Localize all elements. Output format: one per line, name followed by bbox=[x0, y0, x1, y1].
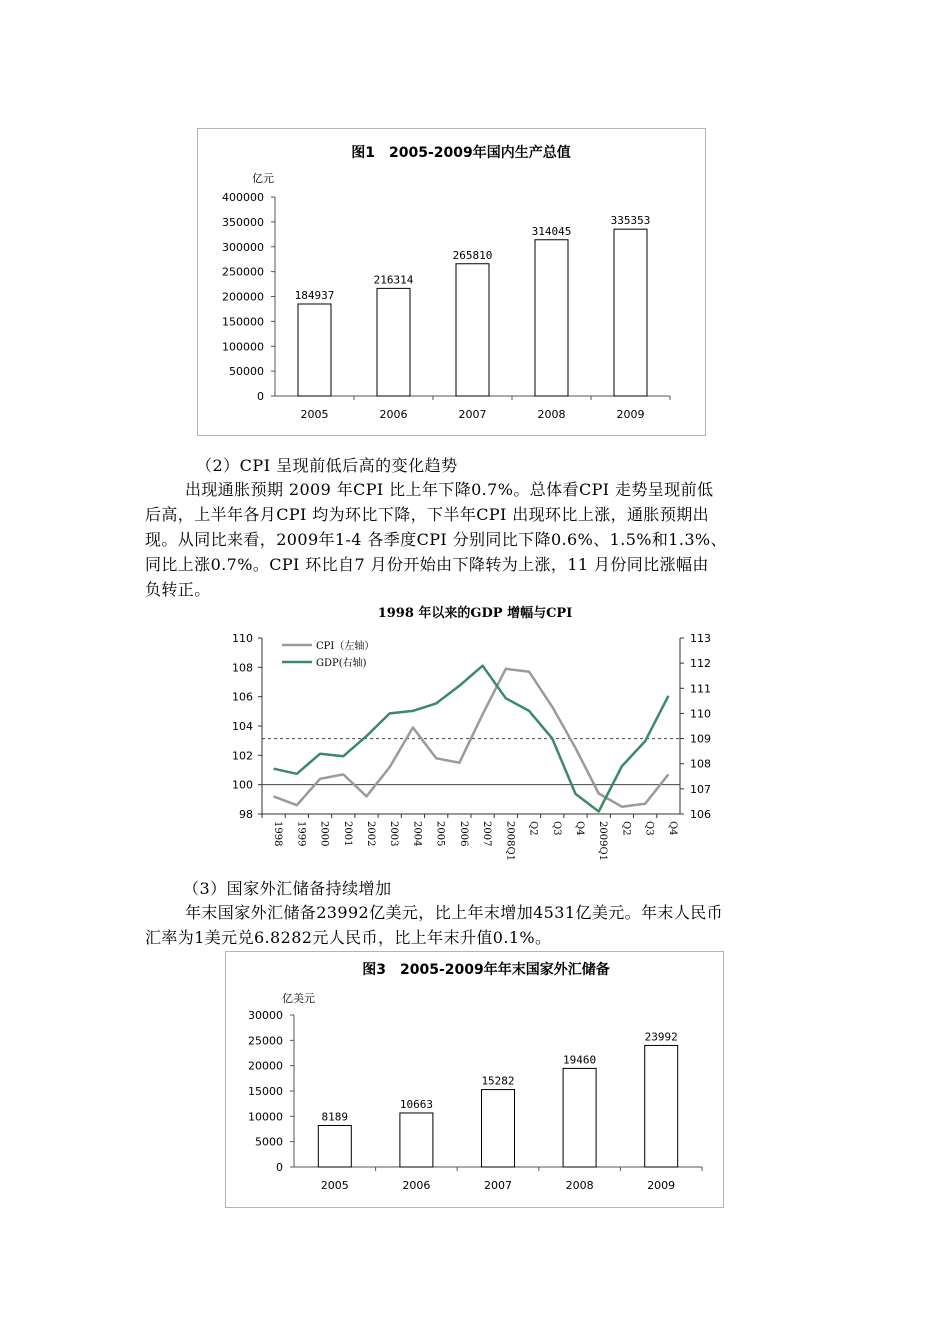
figure2-ytick-left-label: 100 bbox=[232, 778, 253, 792]
figure3-xtick-label: 2009 bbox=[647, 1179, 676, 1192]
figure2-xtick-label: 1998 bbox=[272, 821, 284, 847]
figure1-bar bbox=[298, 304, 331, 396]
figure2-xtick-label: 2001 bbox=[341, 821, 353, 847]
figure3-xtick-label: 2007 bbox=[484, 1179, 512, 1192]
figure3-ytick-label: 5000 bbox=[255, 1135, 283, 1149]
figure2-xtick-label: Q2 bbox=[527, 821, 539, 836]
figure2-ytick-left-label: 104 bbox=[232, 720, 253, 733]
figure1-ytick-label: 300000 bbox=[222, 240, 264, 254]
figure2-ytick-right-label: 107 bbox=[690, 782, 711, 796]
figure2-xtick-label: Q3 bbox=[550, 821, 562, 836]
figure1-bar bbox=[614, 229, 647, 396]
figure2-ytick-right-label: 109 bbox=[690, 732, 711, 746]
figure1-bar bbox=[377, 288, 410, 396]
section2-line-2: 现。从同比来看，2009年1-4 各季度CPI 分别同比下降0.6%、1.5%和1.3%、 bbox=[145, 530, 727, 549]
figure3-bar bbox=[318, 1126, 351, 1167]
figure3-ytick-label: 15000 bbox=[248, 1085, 283, 1098]
figure3-xtick-label: 2006 bbox=[402, 1179, 431, 1192]
figure2-legend-label: CPI（左轴） bbox=[316, 641, 375, 652]
figure2-ytick-right-label: 108 bbox=[690, 757, 711, 771]
figure2-title: 1998 年以来的GDP 增幅与CPI bbox=[377, 606, 573, 621]
figure2-series-cpi-line bbox=[274, 669, 669, 807]
figure2-ytick-right-label: 113 bbox=[690, 632, 711, 645]
section3-line-1: 汇率为1美元兑6.8282元人民币，比上年末升值0.1%。 bbox=[145, 928, 552, 947]
section2-line-4: 负转正。 bbox=[145, 580, 211, 599]
figure1-ytick-label: 350000 bbox=[222, 215, 264, 229]
figure1-data-label: 335353 bbox=[610, 214, 651, 228]
figure1-ytick-label: 50000 bbox=[229, 365, 264, 379]
figure3-data-label: 8189 bbox=[321, 1110, 349, 1124]
figure2-ytick-right-label: 106 bbox=[690, 808, 711, 821]
figure1-ytick-label: 250000 bbox=[222, 265, 264, 279]
figure3-xtick-label: 2008 bbox=[565, 1179, 594, 1192]
figure2-xtick-label: 2005 bbox=[434, 821, 446, 847]
figure3-bar bbox=[645, 1045, 678, 1167]
figure1-ytick-label: 100000 bbox=[222, 340, 264, 354]
figure2-ytick-right-label: 110 bbox=[690, 707, 711, 721]
figure2-xtick-label: 2009Q1 bbox=[597, 821, 609, 862]
figure3-xtick-label: 2005 bbox=[320, 1179, 349, 1192]
figure1-title: 图1 2005-2009年国内生产总值 bbox=[351, 145, 571, 161]
figure3-bar bbox=[482, 1090, 515, 1167]
section2-line-1: 后高，上半年各月CPI 均为环比下降，下半年CPI 出现环比上涨，通胀预期出 bbox=[145, 505, 710, 524]
figure3-ytick-label: 0 bbox=[276, 1161, 283, 1174]
figure2-xtick-label: 2000 bbox=[318, 821, 330, 847]
figure1-xtick-label: 2008 bbox=[537, 408, 566, 421]
section2-line-3: 同比上涨0.7%。CPI 环比自7 月份开始由下降转为上涨，11 月份同比涨幅由 bbox=[145, 555, 709, 574]
figure2-ytick-left-label: 110 bbox=[232, 632, 253, 645]
figure2-ytick-right-label: 111 bbox=[690, 682, 711, 696]
figure1-data-label: 184937 bbox=[294, 288, 335, 302]
figure2-ytick-left-label: 98 bbox=[239, 808, 253, 821]
figure3-ytick-label: 30000 bbox=[248, 1009, 283, 1022]
figure3-bar bbox=[400, 1113, 433, 1167]
section2-heading: （2）CPI 呈现前低后高的变化趋势 bbox=[196, 456, 458, 475]
section2-line-0: 出现通胀预期 2009 年CPI 比上年下降0.7%。总体看CPI 走势呈现前低 bbox=[185, 480, 714, 499]
section3-line-0: 年末国家外汇储备23992亿美元，比上年末增加4531亿美元。年末人民币 bbox=[185, 903, 724, 922]
figure3-data-label: 15282 bbox=[481, 1074, 515, 1088]
figure2-xtick-label: Q4 bbox=[574, 821, 585, 836]
figure3-unit-label: 亿美元 bbox=[282, 992, 315, 1005]
figure1-data-label: 216314 bbox=[373, 273, 414, 287]
figure2-legend-label: GDP(右轴) bbox=[316, 658, 367, 669]
figure2-xtick-label: Q4 bbox=[666, 821, 678, 836]
figure1-data-label: 265810 bbox=[452, 248, 493, 262]
figure1-xtick-label: 2005 bbox=[300, 408, 329, 421]
figure1-bar bbox=[535, 240, 568, 396]
figure2-xtick-label: Q2 bbox=[620, 821, 632, 836]
figure3-ytick-label: 20000 bbox=[248, 1059, 283, 1073]
figure1-xtick-label: 2007 bbox=[458, 408, 487, 421]
figure2-xtick-label: Q3 bbox=[643, 821, 655, 836]
figure1-xtick-label: 2006 bbox=[379, 408, 408, 421]
figure1-ytick-label: 400000 bbox=[222, 191, 264, 204]
figure2-xtick-label: 2007 bbox=[481, 821, 493, 847]
figure1-box bbox=[197, 128, 706, 436]
figure2-xtick-label: 2006 bbox=[457, 821, 469, 847]
figure3-ytick-label: 10000 bbox=[248, 1110, 283, 1124]
figure1-ytick-label: 150000 bbox=[222, 315, 264, 329]
figure3-box bbox=[225, 951, 724, 1208]
figure2-xtick-label: 2002 bbox=[365, 821, 376, 847]
figure2-ytick-right-label: 112 bbox=[690, 657, 711, 671]
figure1-ytick-label: 0 bbox=[257, 390, 264, 403]
figure2-ytick-left-label: 108 bbox=[232, 661, 253, 675]
figure3-data-label: 19460 bbox=[563, 1053, 597, 1067]
figure3-ytick-label: 25000 bbox=[248, 1034, 283, 1048]
figure1-ytick-label: 200000 bbox=[222, 290, 264, 304]
figure2-xtick-label: 2003 bbox=[388, 821, 400, 847]
figure2-xtick-label: 1999 bbox=[295, 821, 307, 847]
figure2-ytick-left-label: 102 bbox=[232, 749, 253, 763]
figure3-title: 图3 2005-2009年年末国家外汇储备 bbox=[362, 962, 610, 978]
figure2-xtick-label: 2008Q1 bbox=[504, 821, 516, 862]
figure2-ytick-left-label: 106 bbox=[232, 690, 253, 704]
figure1-bar bbox=[456, 264, 489, 396]
figure2-xtick-label: 2004 bbox=[411, 821, 423, 847]
figure1-chart bbox=[198, 129, 705, 435]
figure1-data-label: 314045 bbox=[531, 224, 572, 238]
figure3-chart bbox=[226, 952, 723, 1207]
figure3-data-label: 23992 bbox=[644, 1030, 678, 1044]
figure1-unit-label: 亿元 bbox=[252, 172, 274, 185]
figure3-bar bbox=[563, 1068, 596, 1167]
figure2-chart bbox=[220, 625, 720, 870]
figure1-xtick-label: 2009 bbox=[616, 408, 645, 421]
section3-heading: （3）国家外汇储备持续增加 bbox=[183, 879, 392, 898]
figure3-data-label: 10663 bbox=[399, 1097, 433, 1111]
